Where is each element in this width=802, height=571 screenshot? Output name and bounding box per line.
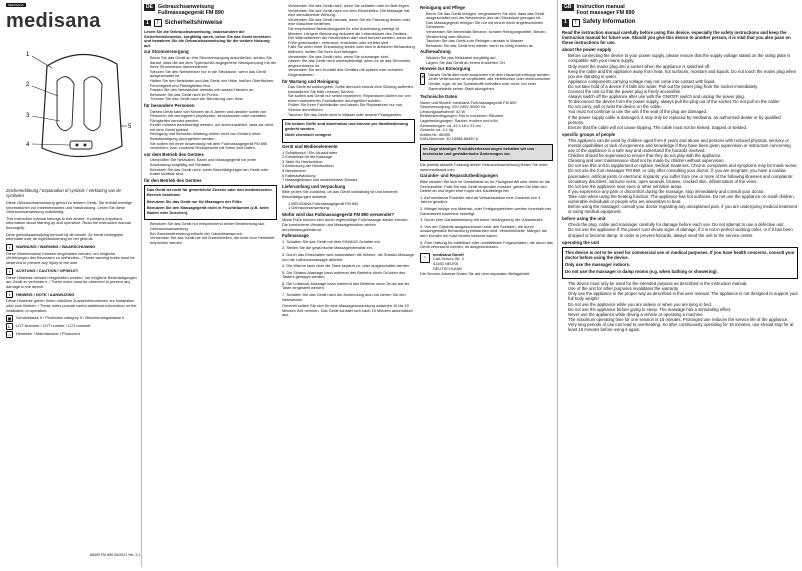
h-clean: Reinigung und Pflege [420, 5, 466, 10]
gb-title: Instruction manual [576, 4, 625, 10]
de-desc-list: 1 Schaltknopf / Ein-/Ausschalter 2 Einstellrad für die Massage 3 Taste für Heizfunktion 4 Abdeckung der Heizfunktion 5 Netzstecker 6 Kabelaufwicklung 7 Massagedüsen und abnehmbarer Einsatz [282, 149, 358, 183]
de-h-use-device: Fußmassage [282, 233, 309, 239]
de-header [144, 4, 277, 16]
de-use-list: • Benutzen Sie das Gerät nur entsprechend seiner Bestimmung laut Gebrauchsanweisung. • Bei Zweckentfremdung erlischt der Garantieanspruch. • Verwenden Sie das Gerät nie mit Zubehörteilen, die nicht vom Hersteller empfohlen werden. [144, 222, 277, 245]
gb-header [562, 4, 798, 16]
double-square-icon: ▣ [7, 316, 12, 322]
warning-triangle-icon: ! [572, 19, 580, 27]
factory-icon: ⌂ [420, 253, 430, 263]
caution-icon: ! [6, 268, 13, 275]
de-h-persons: für besondere Personen [144, 102, 195, 108]
de-column-3: Reinigung und Pflege • Bevor Sie das Gerät reinigen, vergewissern Sie sich, dass das Gerät ausgeschaltet und der Netzstecker aus der Steckdose gezogen ist. • Das Massagegerät reinigen Sie nur mit einem leicht angefeuchteten Schwamm. • Verwenden Sie keinesfalls Benzine, scharfe Reinigungsmittel, Benzin, Verdünnung oder Alkohol. • Tauchen Sie das Gerät zum Reinigen niemals in Wasser. • Benutzen Sie das Gerät erst wieder, wenn es völlig trocken ist. Aufbewahrung • Wickeln Sie das Netzkabel sorgfältig auf. • Lagern Sie das Gerät an einem trockenen Ort. Hinweis zur Entsorgung ✕ Dieses Gerät darf nicht zusammen mit dem Hausmüll entsorgt werden. Jeder Verbraucher ist verpflichtet, alle elektrischen oder elektronischen Geräte, egal, ob sie Schadstoffe enthalten oder nicht, bei einer Sammelstelle seiner Stadt abzugeben. Technische Daten Name und Modell: medisana Fußmassagegerät FM 890 Stromversorgung: 220-240V 50/60 Hz Leistungsaufnahme: 52 W Betriebsbedingungen: Nur in trockenen Räumen Lagerbedingungen: Sauber, trocken und kühl Abmessungen: ca. 42 x 18 x 23 cm Gewicht: ca. 4,1 kg Artikel-Nr.: 88390 EAN-Nummer: 40 15588 88390 6 Im Zuge ständiger Produktverbesserungen behalten wir uns technische und gestalterische Änderungen vor. Die jeweils aktuelle Fassung dieser Gebrauchsanweisung finden Sie unter www.medisana.com Garantie- und Reparaturbedingungen Bitte wenden Sie sich im Garantiefall an Ihr Fachgeschäft oder direkt an die Servicestelle. Falls Sie das Gerät einsenden müssen, geben Sie bitte den Defekt an und legen eine Kopie des Kaufbelegs bei. 1. Auf medisana Produkte wird ab Verkaufsdatum eine Garantie von 3 Jahren gewährt. 2. Mängel infolge von Material- oder Fertigungsfehlern werden innerhalb der Garantiezeit kostenlos beseitigt. 3. Durch eine Garantieleistung tritt keine Verlängerung der Garantiezeit. 4. Von der Garantie ausgeschlossen sind: alle Schäden, die durch unsachgemäße Behandlung entstanden sind; Verschleißteile; Mängel, die dem Kunden bei Kauf bereits bekannt waren. 5. Eine Haftung für mittelbare oder unmittelbare Folgeschäden, die durch das Gerät verursacht werden, ist ausgeschlossen. ⌂ medisana GmbH Carl-Schurz-Str. 2 41453 NEUSS DEUTSCHLAND Die Service-Adresse finden Sie auf dem separaten Beilageblatt. [420, 4, 553, 571]
gb-operating-warning-box: This device is not to be used for commercial use or medical purposes. If you have health concerns, consult your doctor before using the device. Only use the massager indoors. Do not use the massager in damp rooms (e.g. when bathing or showering). [562, 247, 798, 279]
warning-symbol-row: ! WARNUNG / WARNING / WAARSCHUWING [6, 244, 138, 251]
intro-de: Diese Gebrauchsanweisung gehört zu diesem Gerät. Sie enthält wichtige Informationen zur Inbetriebnahme und Handhabung. Lesen Sie diese Gebrauchsanweisung vollständig. [6, 200, 133, 215]
intro-nl: Deze gebruiksaanwijzing behoort bij dit toestel. Ze bevat belangrijke informatie over de ingebruikneming en het gebruik. [6, 231, 124, 242]
callout-2: 2 [26, 82, 30, 88]
de-column-2: • Verwenden Sie das Gerät nicht, wenn Sie schlafen oder im Bett liegen. • Verwenden Sie das Gerät nicht vor dem Einschlafen. Die Massage hat eine stimulierende Wirkung. • Verwenden Sie das Gerät niemals, wenn Sie ein Fahrzeug lenken oder eine Maschine bedienen. • Die empfohlene Behandlungszeit für eine Anwendung beträgt 15 Minuten. Längere Benutzung reduziert die Lebensdauer des Gerätes. • Der Wärmebereich der Heizfunktion darf nicht benutzt werden, wenn die Füße geschwollen, verbrannt, entzündet oder verletzt sind. • Falls Sie unter einer Erkrankung leiden oder sich in ärztlicher Behandlung befinden, sollten Sie Ihren Arzt befragen. • Verwenden Sie das Gerät nicht, wenn Sie schwanger sind. • Lassen Sie das Gerät nicht unbeaufsichtigt, wenn es an das Stromnetz angeschlossen ist. • Verwenden Sie den Kontakt des Gerätes mit spitzen oder scharfen Gegenständen. für Wartung und Reinigung • Das Gerät ist wartungsfrei. Sollte dennoch einmal eine Störung auftreten, kontaktieren Sie bitte unseren Service. • Sie sollten das Gerät nur selbst reparieren. Reparaturen dürfen nur von einem autorisierten Fachhändler durchgeführt werden. • Prüfen Sie Ihren Fachhändler und lassen Sie Reparaturen nur von Service durchführen. • Tauchen Sie das Gerät nicht in Wasser oder andere Flüssigkeiten. Die beiden Griffe sind abnehmbar und können per Handbedienung gedreht werden. Nicht chemisch reinigen! Gerät und Bedienelemente 1 Schaltknopf / Ein-/Ausschalter 2 Einstellrad für die Massage 3 Taste für Heizfunktion 4 Abdeckung der Heizfunktion 5 Netzstecker 6 Kabelaufwicklung 7 Massagedüsen und abnehmbarer Einsatz Lieferumfang und Verpackung Bitte prüfen Sie zunächst, ob das Gerät vollständig ist und keinerlei Beschädigungen aufweist. • 1 MEDISANA Fußmassagegerät FM 890 • 1 Gebrauchsanweisung Wofür wird das Fußmassagegerät FM 890 verwendet? Müde Füße können sich durch regelmäßige Fußmassage wieder erholen. Die kombinierte Vibration und Massagefunktion wirken durchblutungsfördernd. Fußmassage 1. Schalten Sie das Gerät mit dem EIN/AUS-Schalter ein. 2. Stellen Sie die gewünschte Massageintensität ein. 3. Durch das Einschalten wird automatisch die Wärme, die Shiatsu-Massage und die Luftdruckmassage aktiviert. 4. Die Wärme kann über die Taste separat zu- oder ausgeschaltet werden. 5. Die Shiatsu-Massage kann während des Betriebs durch Drücken des Tasters gestoppt werden. 6. Die Luftdruck-Massage kann während des Betriebs durch Druck auf die Taste eingestellt werden. 7. Schalten Sie das Gerät nach der Anwendung aus und ziehen Sie den Netzstecker. Generell sollten Sie sich für eine Massageanwendung zwischen 10 bis 15 Minuten Zeit nehmen. Das Gerät schaltet sich nach 15 Minuten automatisch aus. [282, 4, 415, 571]
de-repair-box: Die beiden Griffe sind abnehmbar und können per Handbedienung gedreht werden. Nicht chemisch reinigen! [282, 119, 415, 143]
note-text: Diese Hinweise geben Ihnen nützliche Zusatzinformationen zur Installation oder zum Betrieb. / These notes provide useful additional information on the installation or operation. [6, 298, 137, 313]
doc-code: 88390 FM 890 06/2021 Ver. 2.1 [90, 553, 141, 557]
lot-icon: L [6, 323, 13, 330]
gb-power-list: • Before connecting the device to your power supply, please ensure that the supply voltage stated on the rating plate is compatible with your mains supply. • Only insert the mains plug into a socket when the appliance is switched off. • Keep the cable and the appliance away from heat, hot surfaces, moisture and liquids. Do not touch the mains plug when you are standing in water. • Appliance components carrying voltage may not come into contact with liquid. • Do not take hold of a device if it falls into water. Pull out the power plug from the socket immediately. • Connect the unit so that the power plug is freely accessible. • Always switch off the appliance after use with the ON/OFF switch and unplug the power plug. • To disconnect the device from the power supply, always pull the plug out of the socket. Do not pull on the cable! • Do not carry, pull or twist the device on the cable. • You must not continue to use the unit if the seal of the plug are damaged. • If the power supply cable is damaged, it may only be replaced by medisana, an authorised dealer or by qualified persons. • Ensure that the cable will not cause tripping. The cable must not be kinked, trapped or twisted. [562, 53, 798, 129]
de-use-warning-box: Das Gerät ist nicht für gewerbliche Zwecke oder den medizinischen Bereich bestimmt. Benutzen Sie das Gerät nur für Massagen der Füße. Benutzen Sie den Massagegerät nicht in Feuchträumen (z.B. beim Baden oder Duschen). [144, 185, 277, 220]
crossed-bin-icon: ✕ [420, 73, 425, 85]
de-h-operation: vor dem Betrieb des Gerätes [144, 151, 204, 157]
gb-operating-list: • The device must only be used for the intended purpose as described in the instruction manual. • Use of the unit for other purposes invalidates the warranty. • Only use the appliance in the proper way as described in this user manual. The appliance is not designed to support your full body weight! • Do not use the appliance while you are asleep or when you are lying in bed. • Do not use the appliance before going to sleep. The massage has a stimulating effect. • Never use the appliance while driving a vehicle or operating a machine. • The maximum operating time for one session is 15 minutes. Prolonged use reduces the service life of the appliance. • Very long periods of use can lead to overheating. So after continuously operating for 15 minutes, use should stop for at least 15 minutes before using it again. [562, 281, 798, 332]
gb-intro: Read the instruction manual carefully before using this device, especially the safety instructions and keep the instruction manual for future use. Should you give this device to another person, it is vital that you also pass on these instructions for use. [562, 30, 791, 46]
gb-safety-heading: 1 ! Safety Information [564, 19, 636, 26]
h-disposal: Hinweis zur Entsorgung [420, 66, 471, 72]
de-persons-list: • Dieses Gerät kann von Kindern ab 8 Jahren und darüber sowie von Personen mit verringerten physischen, sensorischen oder mentalen Fähigkeiten benutzt werden. • Kinder müssen beaufsichtigt werden, um sicherzustellen, dass sie nicht mit dem Gerät spielen. • Reinigung und Benutzer-Wartung dürfen nicht von Kindern ohne Beaufsichtigung durchgeführt werden. • Sie sollten mit einer Anwendung mit dem Fußmassagegerät FM 890 verzichten, bzw. zunächst Rücksprache mit Ihrem Arzt halten. [144, 110, 277, 151]
foot-massager-drawing [22, 26, 137, 186]
manufacturer-address: ⌂ medisana GmbH Carl-Schurz-Str. 2 41453 NEUSS DEUTSCHLAND [420, 253, 553, 271]
lang-code-gb: GB [564, 4, 572, 10]
note-symbol-row: i HINWEIS / NOTE / AANWIJZING [6, 291, 138, 298]
gb-persons-list: • This appliance can be used by children aged from 8 years and above and persons with reduced physical, sensory or mental capabilities or lack of experience and knowledge if they have been given supervision or instruction concerning use of the appliance in a safe way and understand the hazards involved. • Children should be supervised to ensure that they do not play with the appliance. • Cleaning and user maintenance shall not be made by children without supervision. • Do not use this unit to supplement or replace medical treatment. Chronic complaints and symptoms may be made worse. • Do not use the foot massager FM 890, or only after consulting your doctor, if: you are pregnant; you have a cardiac pacemaker, artificial joints or electronic implants; you suffer from one or more of the following illnesses and complaints: circulatory disorders, varicose veins, open wounds, bruises, cracked skin, inflammation of the veins. • Do not use the appliance near eyes or other sensitive areas. • If you experience any pain or discomfort during the massage, stop immediately and consult your doctor. • Take care when using the heating function. The appliance has hot surfaces. Do not use the appliance on small children, vulnerable individuals or people who are insensitive to heat. • Before using the massager, consult your doctor regarding any unexplained pain, if you are undergoing medical treatment or using medical equipment. [562, 138, 798, 214]
de-power-list: • Bevor Sie das Gerät an Ihre Stromversorgung anschließen, achten Sie darauf, dass die auf dem Typenschild angegebene Netzspannung mit der Ihres Stromnetzes übereinstimmt. • Stecken Sie den Netzstecker nur in die Steckdose, wenn das Gerät ausgeschaltet ist. • Halten Sie den Netzkabel und das Gerät von Hitze, heißen Oberflächen, Feuchtigkeit und Flüssigkeiten fern. • Fassen Sie den Netzstecker niemals mit nassen Händen an. • Benutzen Sie das Gerät nicht im Freien. • Trennen Sie das Gerät nach der Benutzung vom Netz. [144, 56, 277, 102]
brand-tag: MEDISANA [8, 3, 24, 7]
gb-before-list: • Check the plug, cable and massager carefully for damage before each use. Do not attempt to use a defective unit. • Do not use the appliance if: the power cord shows signs of damage, if it is not in perfect working order, or if it has been dropped or become damp. In order to prevent hazards, always send the unit to the service centre. [562, 222, 798, 237]
de-column-1 [144, 4, 277, 571]
de-operation-list: • Überprüfen Sie Netzkabel, Kabel und Massagegerät vor jeder Anwendung sorgfältig auf Schäden. • Benutzen Sie das Gerät nicht, wenn Beschädigungen am Gerät oder Kabel sichtbar sind. [144, 158, 277, 176]
note-icon: i [6, 291, 13, 298]
tech-note-box: Im Zuge ständiger Produktverbesserungen behalten wir uns technische und gestalterische Änderungen vor. [420, 144, 553, 161]
de-safety-heading: 1 ! Sicherheitshinweise [146, 19, 223, 26]
de-steps: 1. Schalten Sie das Gerät mit dem EIN/AUS-Schalter ein. 2. Stellen Sie die gewünschte Massageintensität ein. 3. Durch das Einschalten wird automatisch die Wärme, die Shiatsu-Massage und die Luftdruckmassage aktiviert. 4. Die Wärme kann über die Taste separat zu- oder ausgeschaltet werden. 5. Die Shiatsu-Massage kann während des Betriebs durch Drücken des Tasters gestoppt werden. 6. Die Luftdruck-Massage kann während des Betriebs durch Druck auf die Taste eingestellt werden. 7. Schalten Sie das Gerät nach der Anwendung aus und ziehen Sie den Netzstecker. [282, 238, 414, 302]
de-subtitle: Fußmassagegerät FM 890 [157, 10, 224, 16]
callout-4: 4 [26, 142, 30, 148]
de-h-how: Wofür wird das Fußmassagegerät FM 890 verwendet? [282, 211, 395, 217]
de-h-repair: für Wartung und Reinigung [282, 78, 339, 84]
de-h-delivery: Lieferumfang und Verpackung [282, 183, 346, 189]
de-intro: Lesen Sie die Gebrauchsanweisung, insbesondere die Sicherheitshinweise, sorgfältig durch, bevor Sie das Gerät einsetzen und bewahren Sie die Gebrauchsanweisung für die weitere Nutzung auf. [144, 29, 271, 48]
caution-symbol-row: ! ACHTUNG / CAUTION / OPGELET [6, 268, 138, 275]
caution-text: Diese Hinweise müssen eingehalten werden, um mögliche Beschädigungen am Gerät zu verhindern. / These notes must be observed to prevent any damage to the device. [6, 274, 137, 289]
de-footnote: Generell sollten Sie sich für eine Massageanwendung zwischen 10 bis 15 Minuten Zeit nehmen. Das Gerät schaltet sich nach 15 Minuten automatisch aus. [282, 303, 413, 318]
lot-row: L LOT-Nummer / LOT number / LOT-nummer [6, 323, 138, 330]
callout-1: 1 [26, 52, 30, 58]
factory-icon: ⌂ [6, 331, 13, 338]
de-title: Gebrauchsanweisung [157, 4, 214, 10]
manufacturer-row: ⌂ Hersteller / Manufacturer / Producent [6, 331, 138, 338]
de-h-desc: Gerät und Bedienelemente [282, 144, 338, 150]
warning-text: Diese Warnhinweise müssen eingehalten werden, um mögliche Verletzungen des Benutzers zu verhindern. / These warning notes must be observed to prevent any injury to the user. [6, 250, 135, 265]
h-tech: Technische Daten [420, 94, 458, 100]
de-col2-list: • Verwenden Sie das Gerät nicht, wenn Sie schlafen oder im Bett liegen. • Verwenden Sie das Gerät nicht vor dem Einschlafen. Die Massage hat eine stimulierende Wirkung. • Verwenden Sie das Gerät niemals, wenn Sie ein Fahrzeug lenken oder eine Maschine bedienen. • Die empfohlene Behandlungszeit für eine Anwendung beträgt 15 Minuten. Längere Benutzung reduziert die Lebensdauer des Gerätes. • Der Wärmebereich der Heizfunktion darf nicht benutzt werden, wenn die Füße geschwollen, verbrannt, entzündet oder verletzt sind. • Falls Sie unter einer Erkrankung leiden oder sich in ärztlicher Behandlung befinden, sollten Sie Ihren Arzt befragen. • Verwenden Sie das Gerät nicht, wenn Sie schwanger sind. • Lassen Sie das Gerät nicht unbeaufsichtigt, wenn es an das Stromnetz angeschlossen ist. • Verwenden Sie den Kontakt des Gerätes mit spitzen oder scharfen Gegenständen. [282, 4, 415, 78]
protection-class-row: ▣ Schutzklasse II / Protection category II / Beschermingsklasse II [7, 315, 125, 322]
h-storage: Aufbewahrung [420, 49, 451, 55]
h-warranty: Garantie- und Reparaturbedingungen [420, 173, 499, 179]
device-illustration [22, 26, 137, 186]
warning-triangle-icon: ! [6, 244, 13, 251]
de-h-use: für den Betrieb des Gerätes [144, 177, 202, 183]
de-delivery-list: • 1 MEDISANA Fußmassagegerät FM 890 • 1 Gebrauchsanweisung [282, 202, 415, 211]
warning-triangle-icon: ! [154, 19, 162, 27]
legend-caption: Zeichenerklärung / Explanation of symbols / Verklaring van de symbolen [6, 188, 121, 198]
lang-code-de: DE [146, 4, 153, 10]
callout-3: 3 [26, 113, 30, 119]
divider [141, 0, 142, 567]
cover-column [6, 188, 141, 563]
gb-subtitle: Foot massager FM 890 [576, 10, 635, 16]
gb-column: GB Instruction manual Foot massager FM 890 1 ! Safety Information Read the instruction manual carefully before using this device, especially the safety instructions and keep the instruction manual for future use. Should you give this device to another person, it is vital that you also pass on these instructions for use. about the power supply • Before connecting the device to your power supply, please ensure that the supply voltage stated on the rating plate is compatible with your mains supply. • Only insert the mains plug into a socket when the appliance is switched off. • Keep the cable and the appliance away from heat, hot surfaces, moisture and liquids. Do not touch the mains plug when you are standing in water. • Appliance components carrying voltage may not come into contact with liquid. • Do not take hold of a device if it falls into water. Pull out the power plug from the socket immediately. • Connect the unit so that the power plug is freely accessible. • Always switch off the appliance after use with the ON/OFF switch and unplug the power plug. • To disconnect the device from the power supply, always pull the plug out of the socket. Do not pull on the cable! • Do not carry, pull or twist the device on the cable. • You must not continue to use the unit if the seal of the plug are damaged. • If the power supply cable is damaged, it may only be replaced by medisana, an authorised dealer or by qualified persons. • Ensure that the cable will not cause tripping. The cable must not be kinked, trapped or twisted. specific groups of people • This appliance can be used by children aged from 8 years and above and persons with reduced physical, sensory or mental capabilities or lack of experience and knowledge if they have been given supervision or instruction concerning use of the appliance in a safe way and understand the hazards involved. • Children should be supervised to ensure that they do not play with the appliance. • Cleaning and user maintenance shall not be made by children without supervision. • Do not use this unit to supplement or replace medical treatment. Chronic complaints and symptoms may be made worse. • Do not use the foot massager FM 890, or only after consulting your doctor, if: you are pregnant; you have a cardiac pacemaker, artificial joints or electronic implants; you suffer from one or more of the following illnesses and complaints: circulatory disorders, varicose veins, open wounds, bruises, cracked skin, inflammation of the veins. • Do not use the appliance near eyes or other sensitive areas. • If you experience any pain or discomfort during the massage, stop immediately and consult your doctor. • Take care when using the heating function. The appliance has hot surfaces. Do not use the appliance on small children, vulnerable individuals or people who are insensitive to heat. • Before using the massager, consult your doctor regarding any unexplained pain, if you are undergoing medical treatment or using medical equipment. before using the unit • Check the plug, cable and massager carefully for damage before each use. Do not attempt to use a defective unit. • Do not use the appliance if: the power cord shows signs of damage, if it is not in perfect working order, or if it has been dropped or become damp. In order to prevent hazards, always send the unit to the service centre. operating the unit This device is not to be used for commercial use or medical purposes. If you have health concerns, consult your doctor before using the device. Only use the massager indoors. Do not use the massager in damp rooms (e.g. when bathing or showering). • The device must only be used for the intended purpose as described in the instruction manual. • Use of the unit for other purposes invalidates the warranty. • Only use the appliance in the proper way as described in this user manual. The appliance is not designed to support your full body weight! • Do not use the appliance while you are asleep or when you are lying in bed. • Do not use the appliance before going to sleep. The massage has a stimulating effect. • Never use the appliance while driving a vehicle or operating a machine. • The maximum operating time for one session is 15 minutes. Prolonged use reduces the service life of the appliance. • Very long periods of use can lead to overheating. So after continuously operating for 15 minutes, use should stop for at least 15 minutes before using it again. [562, 4, 798, 571]
de-h-power: zur Stromversorgung [144, 49, 189, 55]
brand-logo: medisana [6, 10, 101, 32]
intro-en: This instruction manual belongs to this device. It contains important information about starting up and operation. Read the instruction manual thoroughly. [6, 215, 131, 230]
tech-table: Name und Modell: medisana Fußmassagegerät FM 890 Stromversorgung: 220-240V 50/60 Hz Leistungsaufnahme: 52 W Betriebsbedingungen: Nur in trockenen Räumen Lagerbedingungen: Sauber, trocken und kühl Abmessungen: ca. 42 x 18 x 23 cm Gewicht: ca. 4,1 kg Artikel-Nr.: 88390 EAN-Nummer: 40 15588 88390 6 [420, 99, 517, 142]
callout-5: 5 [128, 124, 132, 130]
de-repair-list: • Das Gerät ist wartungsfrei. Sollte dennoch einmal eine Störung auftreten, kontaktieren Sie bitte unseren Service. • Sie sollten das Gerät nur selbst reparieren. Reparaturen dürfen nur von einem autorisierten Fachhändler durchgeführt werden. • Prüfen Sie Ihren Fachhändler und lassen Sie Reparaturen nur von Service durchführen. • Tauchen Sie das Gerät nicht in Wasser oder andere Flüssigkeiten. [282, 85, 415, 117]
divider [557, 0, 558, 567]
